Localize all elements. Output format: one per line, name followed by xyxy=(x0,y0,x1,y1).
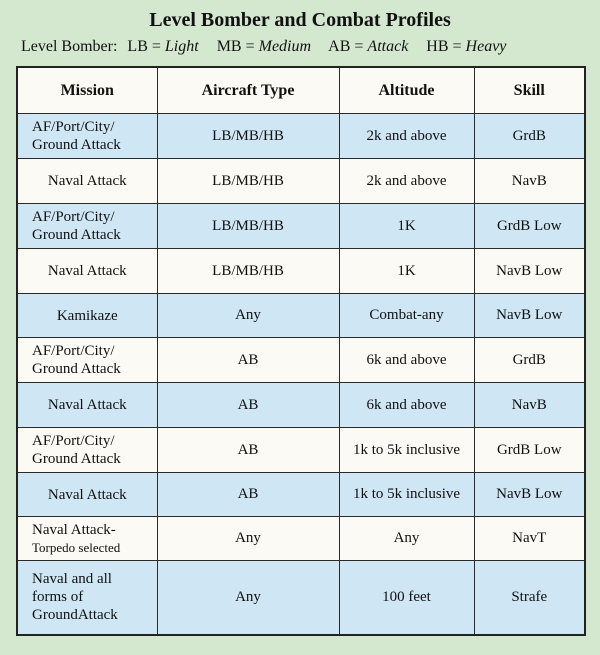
cell-altitude: 1k to 5k inclusive xyxy=(339,473,474,517)
table-row xyxy=(17,383,585,428)
cell-aircraft-type: AB xyxy=(157,473,339,517)
cell-skill: NavT xyxy=(474,517,585,561)
table-row xyxy=(17,159,585,204)
mission-line: Ground Attack xyxy=(32,361,121,377)
cell-skill: GrdB Low xyxy=(474,204,585,249)
mission-line: Naval Attack xyxy=(47,486,127,503)
legend-code: HB = xyxy=(426,38,462,55)
cell-skill: Strafe xyxy=(474,561,585,635)
cell-aircraft-type: Any xyxy=(157,561,339,635)
cell-altitude: 2k and above xyxy=(339,114,474,159)
mission-line: Naval Attack xyxy=(47,397,127,413)
legend-item-hb xyxy=(426,38,506,55)
table-row xyxy=(17,249,585,294)
cell-skill: GrdB Low xyxy=(474,428,585,473)
cell-altitude: 1K xyxy=(339,249,474,294)
cell-skill: NavB xyxy=(474,383,585,428)
mission-line: AF/Port/City/ xyxy=(32,209,115,225)
cell-mission xyxy=(17,159,157,204)
cell-altitude: 2k and above xyxy=(339,159,474,204)
cell-altitude: 1k to 5k inclusive xyxy=(339,428,474,473)
header-skill: Skill xyxy=(474,67,585,114)
profiles-table xyxy=(16,66,586,636)
mission-line: Naval Attack xyxy=(47,173,127,189)
cell-aircraft-type: LB/MB/HB xyxy=(157,114,339,159)
legend-name: Medium xyxy=(258,38,312,55)
legend-code: MB = xyxy=(216,38,255,55)
table-row xyxy=(17,517,585,561)
cell-aircraft-type: LB/MB/HB xyxy=(157,159,339,204)
cell-aircraft-type: AB xyxy=(157,338,339,383)
table-row xyxy=(17,338,585,383)
mission-line: Naval and all xyxy=(32,571,112,588)
mission-line: Torpedo selected xyxy=(32,539,121,555)
cell-aircraft-type: AB xyxy=(157,383,339,428)
table-header-row xyxy=(17,67,585,114)
legend-name: Attack xyxy=(367,38,409,55)
cell-skill: NavB Low xyxy=(474,473,585,517)
header-altitude: Altitude xyxy=(339,67,474,114)
mission-line: GroundAttack xyxy=(32,607,118,624)
legend-prefix: Level Bomber: xyxy=(21,38,118,55)
cell-skill: GrdB xyxy=(474,338,585,383)
cell-altitude: 6k and above xyxy=(339,338,474,383)
cell-mission xyxy=(17,383,157,428)
cell-mission xyxy=(17,114,157,159)
table-row xyxy=(17,561,585,635)
legend-code: AB = xyxy=(328,38,364,55)
cell-mission xyxy=(17,561,157,635)
cell-mission xyxy=(17,517,157,561)
table-body xyxy=(17,114,585,635)
mission-line: Ground Attack xyxy=(32,451,121,467)
mission-line: Ground Attack xyxy=(32,137,121,153)
cell-altitude: 100 feet xyxy=(339,561,474,635)
legend-item-mb xyxy=(217,38,311,55)
legend-name: Light xyxy=(164,38,199,55)
cell-skill: NavB Low xyxy=(474,294,585,338)
table-row xyxy=(17,428,585,473)
cell-mission xyxy=(17,428,157,473)
cell-aircraft-type: Any xyxy=(157,294,339,338)
table-row xyxy=(17,294,585,338)
mission-line: AF/Port/City/ xyxy=(32,343,115,359)
mission-line: Naval Attack- xyxy=(32,521,116,538)
cell-altitude: 6k and above xyxy=(339,383,474,428)
table-row xyxy=(17,204,585,249)
cell-mission xyxy=(17,204,157,249)
mission-line: AF/Port/City/ xyxy=(32,433,115,449)
mission-line: Kamikaze xyxy=(56,307,118,324)
page-title: Level Bomber and Combat Profiles xyxy=(149,9,451,31)
cell-mission xyxy=(17,473,157,517)
mission-line: Naval Attack xyxy=(47,263,127,279)
cell-mission xyxy=(17,294,157,338)
cell-altitude: Combat-any xyxy=(339,294,474,338)
cell-aircraft-type: LB/MB/HB xyxy=(157,249,339,294)
table-row xyxy=(17,473,585,517)
mission-line: AF/Port/City/ xyxy=(32,119,115,135)
legend-item-ab xyxy=(328,38,408,55)
legend-code: LB = xyxy=(127,38,161,55)
cell-mission xyxy=(17,249,157,294)
cell-mission xyxy=(17,338,157,383)
cell-skill: NavB xyxy=(474,159,585,204)
cell-altitude: 1K xyxy=(339,204,474,249)
cell-skill: GrdB xyxy=(474,114,585,159)
table-row xyxy=(17,114,585,159)
header-aircraft-type: Aircraft Type xyxy=(157,67,339,114)
cell-aircraft-type: Any xyxy=(157,517,339,561)
legend-name: Heavy xyxy=(465,38,507,55)
legend xyxy=(21,38,520,56)
cell-skill: NavB Low xyxy=(474,249,585,294)
header-mission: Mission xyxy=(17,67,157,114)
mission-line: forms of xyxy=(32,589,84,606)
mission-line: Ground Attack xyxy=(32,227,121,243)
cell-aircraft-type: LB/MB/HB xyxy=(157,204,339,249)
cell-aircraft-type: AB xyxy=(157,428,339,473)
cell-altitude: Any xyxy=(339,517,474,561)
legend-item-lb xyxy=(127,38,198,55)
